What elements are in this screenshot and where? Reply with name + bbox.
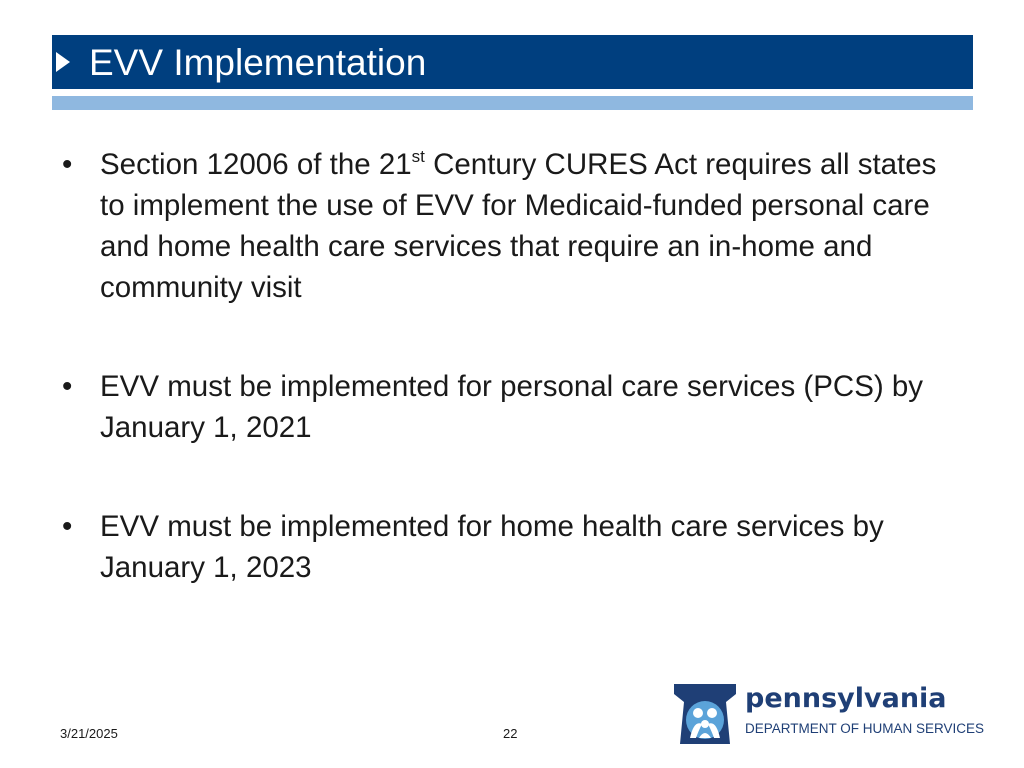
logo-wordmark: pennsylvania <box>745 683 947 714</box>
keystone-family-icon <box>672 680 738 746</box>
title-arrow-icon <box>56 52 70 72</box>
title-bar <box>52 35 973 89</box>
title-underline <box>52 96 973 110</box>
bullet-item <box>58 506 968 588</box>
bullet-text-superscript: st <box>411 147 425 166</box>
bullet-text-end: Century CURES Act requires all states to implement the use of EVV for Medicaid-funded personal care and home health care services that require an in-home and community visit <box>100 148 937 304</box>
bullet-item <box>58 144 968 308</box>
bullet-list <box>58 144 968 588</box>
bullet-marker: • <box>62 370 73 403</box>
bullet-text-start: Section 12006 of the 21 <box>100 148 412 181</box>
bullet-text: EVV must be implemented for personal care services (PCS) by January 1, 2021 <box>100 370 924 444</box>
footer-date: 3/21/2025 <box>60 726 118 741</box>
slide-title: EVV Implementation <box>89 42 427 83</box>
bullet-text: EVV must be implemented for home health care services by January 1, 2023 <box>100 510 884 584</box>
bullet-marker: • <box>62 148 73 181</box>
logo-department-name: DEPARTMENT OF HUMAN SERVICES <box>745 721 985 736</box>
bullet-item <box>58 366 968 448</box>
pa-dhs-logo <box>672 680 985 748</box>
page-number: 22 <box>503 726 518 741</box>
bullet-marker: • <box>62 510 73 543</box>
